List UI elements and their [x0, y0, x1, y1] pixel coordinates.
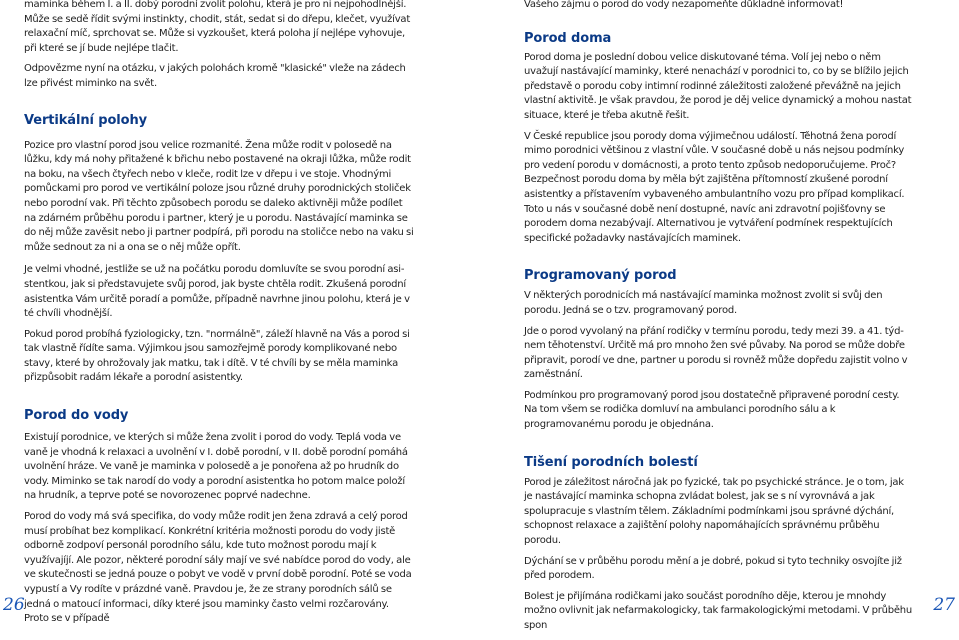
paragraph: Bolest je přijímána rodičkami jako součást porodního děje, kterou je mnohdy možno ovlivnit jak nefarmakologicky, tak farmakologickými metodami. V průběhu spon: [524, 590, 913, 631]
paragraph: Jde o porod vyvolaný na přání rodičky v termínu porodu, tedy mezi 39. a 41. týdnem těhotenství. Určitě má pro mnoho žen své půvaby. Na porod se může dobře připravit, porodí ve dne, partner u porodu si rovněž může dopředu zajistit volno v zaměstnání.: [524, 325, 908, 381]
left-page-column: [24, 0, 414, 633]
paragraph: Porod doma je poslední dobou velice diskutované téma. Volí jej nebo o něm uvažují nastávající maminky, které nenachází v porodnici to, co by se blížilo jejich představě o porodu coby intimní rodinné záležitosti založené převážně na jejich vlastní aktivitě. Je však pravdou, že porod je děj velice dynamický a mohou nastat situace, které je třeba akutně řešit.: [524, 51, 912, 121]
paragraph: Je velmi vhodné, jestliže se už na počátku porodu domluvíte se svou porodní asistentkou, jak si představujete svůj porod, jak byste chtěla rodit. Zkušená porodní asistentka Vám určitě poradí a pomůže, případně navrhne jinou polohu, která je v té chvíli vhodnější.: [24, 264, 410, 320]
paragraph: Porod do vody má svá specifika, do vody může rodit jen žena zdravá a celý porod musí probíhat bez komplikací. Konkrétní kritéria možnosti porodu do vody jistě odborně zodpoví personál porodního sálu, kde tuto možnost porodu mají k využívajíjí. Ale pozor, některé porodní sály mají ve své nabídce porod do vody, ale ve skutečnosti se jedná pouze o pobyt ve vodě v první době porodní. Poté se voda vypustí a Vy rodíte v prázdné vaně. Pravdou je, že ze strany porodních sálů se jedná o matoucí informaci, díky které jsou maminky často velmi rozčarovány. Proto se v případě: [24, 511, 412, 625]
heading-water-birth: Porod do vody: [24, 408, 129, 424]
paragraph: Odpovězme nyní na otázku, v jakých polohách kromě "klasické" vleže na zádech lze přivést miminko na svět.: [24, 63, 406, 89]
heading-vertical-positions: Vertikální polohy: [24, 112, 148, 128]
paragraph: Existují porodnice, ve kterých si může žena zvolit i porod do vody. Teplá voda ve vaně je vhodná k relaxaci a uvolnění v I. době porodní, v II. době porodní pomáhá uvolnění hráze. Ve vaně je maminka v polosedě a je ponořena až po hrudník do vody. Miminko se tak narodí do vody a porodní asistentka ho potom malce položí na hrudník, a teprve poté se novorozenec poprvé nadechne.: [24, 432, 408, 502]
paragraph: Pozice pro vlastní porod jsou velice rozmanité. Žena může rodit v polosedě na lůžku, kdy má nohy přitažené k břichu nebo postavené na okraji lůžka, může rodit na boku, na všech čtyřech nebo v kleče, rodit lze v dřepu i ve stoje. Vhodnými pomůckami pro porod ve vertikální poloze jsou různé druhy porodnických stoliček nebo porodní vak. Při těchto způsobech porodu se daleko aktivněji může podílet na zdárném průběhu porodu i partner, který je u porodu. Nastávající maminka se do něj může zavěsit nebo ji partner podpírá, při porodu na stoličce nebo na vaku si může sednout za ni a ona se o něj může opřít.: [24, 139, 414, 253]
paragraph: V některých porodnicích má nastávající maminka možnost zvolit si svůj den porodu. Jedná se o tzv. programovaný porod.: [524, 290, 883, 316]
page-number-right: 27: [933, 595, 955, 615]
heading-planned-birth: Programovaný porod: [524, 268, 677, 284]
paragraph: V České republice jsou porody doma výjimečnou událostí. Těhotná žena porodí mimo porodnici většinou z vlastní vůle. V současné době u nás nejsou podmínky pro vedení porodu v domácnosti, a proto tento způsob nedoporučujeme. Proč? Bezpečnost porodu doma by měla být zajištěna přítomností zkušené porodní asistentky a přístavením vybaveného ambulantního vozu pro případ komplikací. Toto u nás v současné době není dostupné, navíc ani zdravotní pojišťovny se porodem doma nezabývají. Alternativou je vytváření podmínek respektujících specifické požadavky nastávajících maminek.: [524, 130, 905, 244]
heading-home-birth: Porod doma: [524, 30, 612, 46]
paragraph: Vašeho zájmu o porod do vody nezapomeňte důkladně informovat!: [524, 0, 844, 10]
heading-pain-relief: Tišení porodních bolestí: [524, 454, 698, 470]
paragraph: Porod je záležitost náročná jak po fyzické, tak po psychické stránce. Je o tom, jak je nastávající maminka schopna zvládat bolest, jak se s ní vyrovnává a jak spolupracuje s vlastním tělem. Základními podmínkami jsou správné dýchání, schopnost relaxace a zajištění polohy napomáhajících správnému průběhu porodu.: [524, 476, 904, 547]
right-page-column: [524, 0, 914, 640]
paragraph: Podmínkou pro programovaný porod jsou dostatečně připravené porodní cesty. Na tom všem se rodička domluví na ambulanci porodního sálu a k programovanému porodu je objednána.: [524, 389, 900, 431]
paragraph: maminka během I. a II. dobý porodní zvolit polohu, která je pro ni nejpohodlnější. Může se sedě řídit svými instinkty, chodit, stát, sedat si do dřepu, klečet, využívat relaxační míč, sprchovat se. Může si vyzkoušet, která poloha jí nejlépe vyhovuje, při které se jí bude nejlépe tlačit.: [24, 0, 411, 54]
paragraph: Dýchání se v průběhu porodu mění a je dobré, pokud si tyto techniky osvojíte již před porodem.: [524, 555, 902, 582]
paragraph: Pokud porod probíhá fyziologicky, tzn. "normálně", záleží hlavně na Vás a porod si tak vlastně řídíte sama. Výjimkou jsou samozřejmě porody komplikované nebo stavy, které by ohrožovaly jak matku, tak i dítě. V té chvíli by se měla maminka přizpůsobit radám lékaře a porodní asistentky.: [24, 328, 410, 384]
page-number-left: 26: [3, 595, 25, 615]
